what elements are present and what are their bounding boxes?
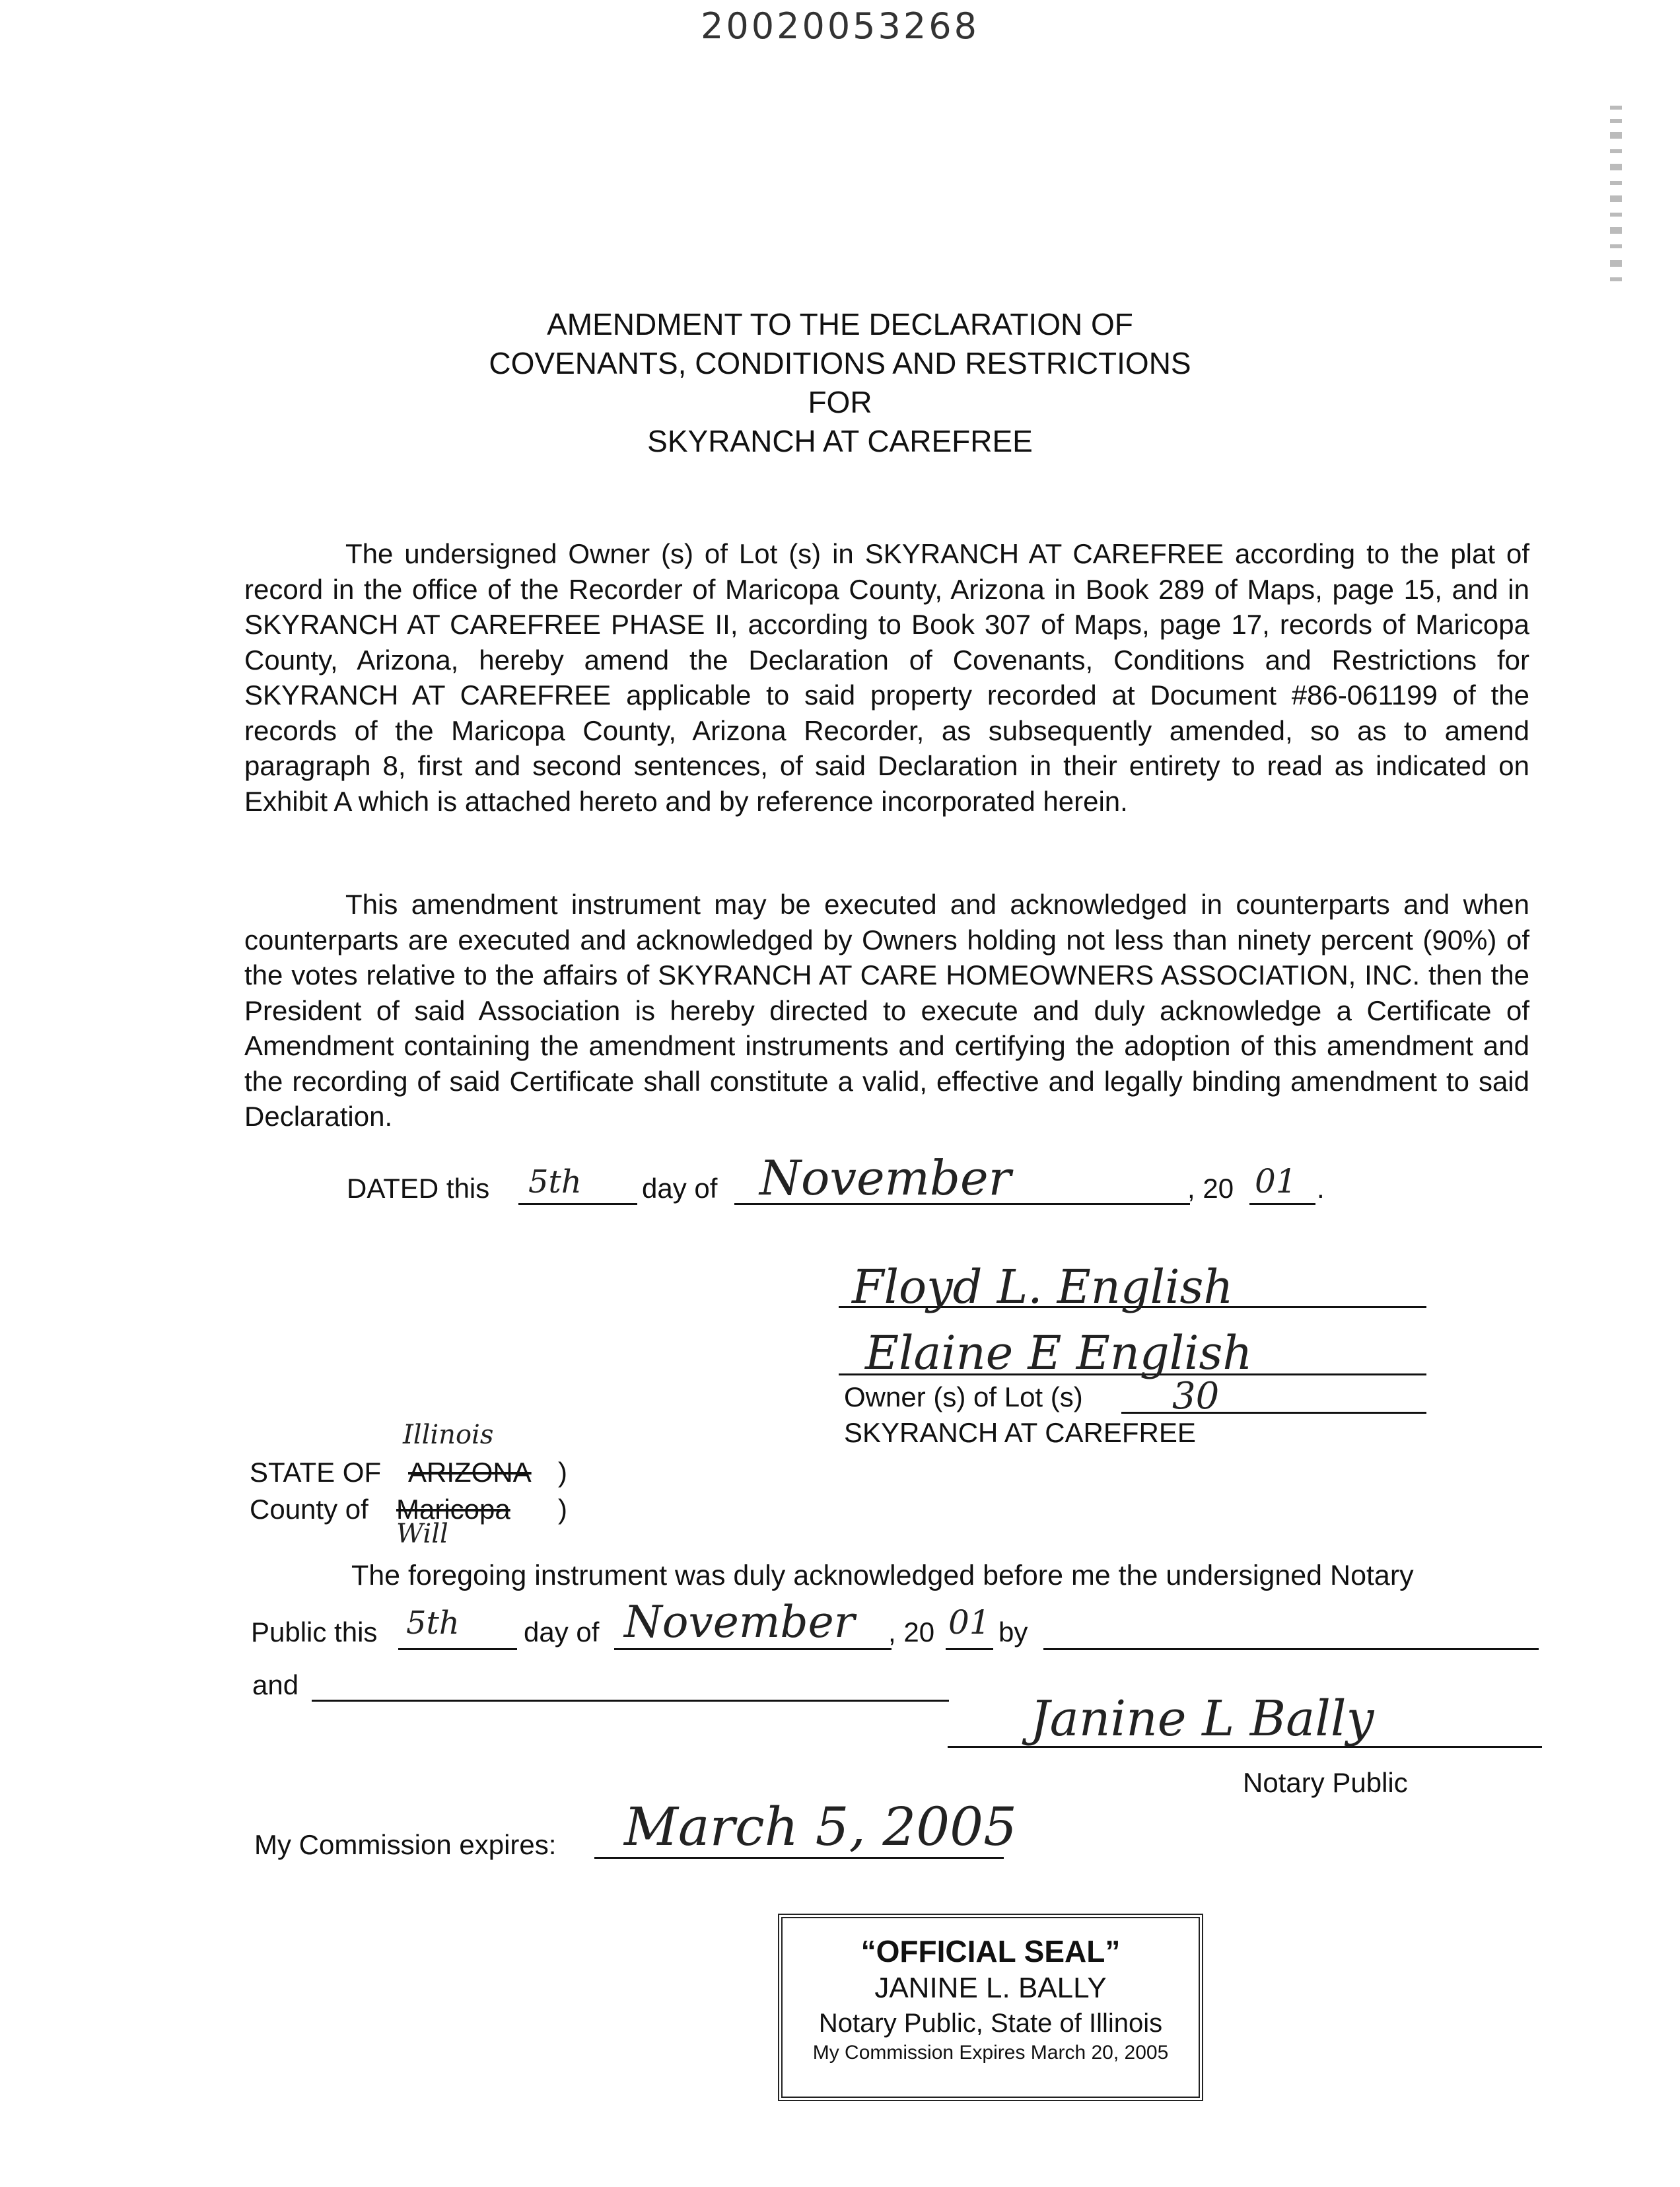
owner-lot-number: 30 bbox=[1172, 1375, 1220, 1418]
dated-month: November bbox=[759, 1150, 1012, 1206]
dated-day-of-label: day of bbox=[642, 1173, 718, 1204]
owner-lot-label: Owner (s) of Lot (s) bbox=[844, 1381, 1083, 1412]
state-printed-struck: ARIZONA bbox=[408, 1457, 532, 1488]
commission-expires-date: March 5, 2005 bbox=[624, 1796, 1017, 1857]
ack-month: November bbox=[624, 1597, 855, 1648]
acknowledgment-text: The foregoing instrument was duly acknowledged before me the undersigned Notary bbox=[351, 1560, 1414, 1591]
owner-signature-1: Floyd L. English bbox=[852, 1260, 1234, 1314]
state-paren: ) bbox=[558, 1457, 567, 1488]
county-handwritten: Will bbox=[396, 1519, 448, 1549]
dated-year: 01 bbox=[1255, 1162, 1297, 1200]
ack-and-line bbox=[312, 1700, 949, 1702]
owner-signature-2: Elaine E English bbox=[865, 1326, 1253, 1380]
ack-day: 5th bbox=[406, 1605, 460, 1642]
owner-lot-line bbox=[1121, 1412, 1426, 1414]
ack-year-prefix: , 20 bbox=[888, 1616, 935, 1648]
ack-year: 01 bbox=[948, 1603, 991, 1642]
seal-notary-state: Notary Public, State of Illinois bbox=[818, 2009, 1163, 2038]
dated-label: DATED this bbox=[347, 1173, 490, 1204]
county-paren: ) bbox=[558, 1494, 567, 1525]
ack-by-line bbox=[1043, 1648, 1539, 1650]
public-this-label: Public this bbox=[251, 1616, 378, 1648]
seal-commission-expiration: My Commission Expires March 20, 2005 bbox=[812, 2042, 1169, 2064]
dated-day: 5th bbox=[528, 1163, 582, 1200]
county-printed-struck: Maricopa bbox=[396, 1494, 510, 1525]
ack-month-line bbox=[614, 1648, 892, 1650]
title-line-1: AMENDMENT TO THE DECLARATION OF bbox=[547, 307, 1133, 341]
document-number: 20020053268 bbox=[701, 5, 979, 47]
title-line-2: COVENANTS, CONDITIONS AND RESTRICTIONS bbox=[489, 346, 1191, 380]
dated-year-line bbox=[1249, 1203, 1315, 1205]
ack-and-label: and bbox=[252, 1669, 299, 1700]
ack-day-line bbox=[398, 1648, 517, 1650]
ack-year-line bbox=[946, 1648, 993, 1650]
commission-expires-label: My Commission expires: bbox=[254, 1829, 557, 1860]
seal-notary-name: JANINE L. BALLY bbox=[874, 1972, 1107, 2004]
owner-subdivision: SKYRANCH AT CAREFREE bbox=[844, 1417, 1196, 1448]
county-label: County of bbox=[250, 1494, 368, 1525]
notary-signature: Janine L Bally bbox=[1030, 1690, 1374, 1747]
ack-by-label: by bbox=[998, 1616, 1028, 1648]
state-handwritten: Illinois bbox=[403, 1420, 494, 1450]
body-paragraph-1: The undersigned Owner (s) of Lot (s) in SKYRANCH AT CAREFREE according to the plat of record in the office of the Recorder of Maricopa County, Arizona in Book 289 of Maps, page 15, and in SKYRANCH AT CAREFREE PHASE II, according to Book 307 of Maps, page 17, records of Maricopa County, Arizona, hereby amend the Declaration of Covenants, Conditions and Restrictions for SKYRANCH AT CAREFREE applicable to said property recorded at Document #86-061199 of the records of the Maricopa County, Arizona Recorder, as subsequently amended, so as to amend paragraph 8, first and second sentences, of said Declaration in their entirety to read as indicated on Exhibit A which is attached hereto and by reference incorporated herein. bbox=[244, 538, 1529, 817]
seal-title: “OFFICIAL SEAL” bbox=[860, 1934, 1121, 1968]
notary-public-label: Notary Public bbox=[1243, 1767, 1408, 1798]
dated-year-prefix: , 20 bbox=[1187, 1173, 1234, 1204]
dated-day-line bbox=[518, 1203, 637, 1205]
dated-suffix: . bbox=[1317, 1173, 1325, 1204]
title-line-3: FOR bbox=[808, 385, 872, 419]
title-line-4: SKYRANCH AT CAREFREE bbox=[647, 424, 1033, 458]
document-title bbox=[0, 305, 1680, 461]
recording-stamp-mark bbox=[1598, 99, 1638, 297]
official-seal bbox=[778, 1914, 1203, 2101]
ack-day-of-label: day of bbox=[524, 1616, 600, 1648]
body-paragraph-2: This amendment instrument may be executed and acknowledged in counterparts and when counterparts are executed and acknowledged by Owners holding not less than ninety percent (90%) of the votes relative to the affairs of SKYRANCH AT CARE HOMEOWNERS ASSOCIATION, INC. then the President of said Association is hereby directed to execute and duly acknowledge a Certificate of Amendment containing the amendment instruments and certifying the adoption of this amendment and the recording of said Certificate shall constitute a valid, effective and legally binding amendment to said Declaration. bbox=[244, 889, 1529, 1132]
state-label: STATE OF bbox=[250, 1457, 382, 1488]
